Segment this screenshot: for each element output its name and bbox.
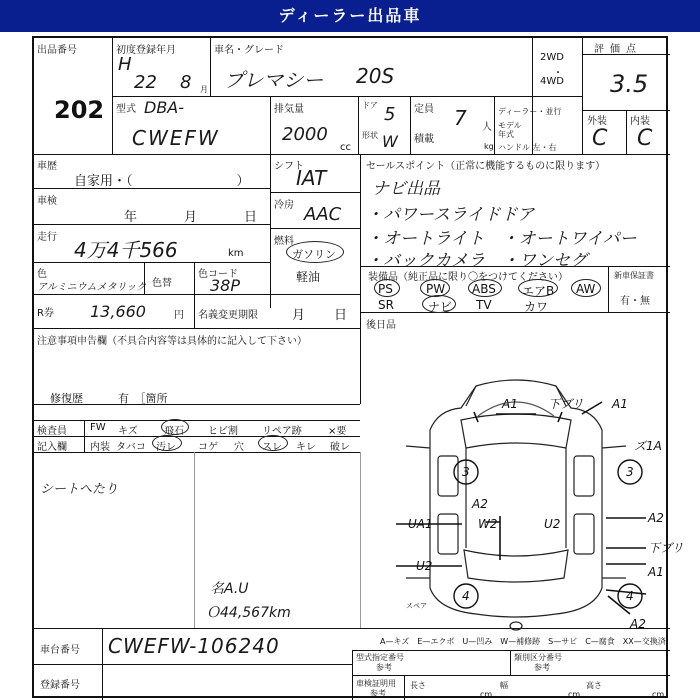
inspect-tear: キレ [296, 442, 316, 453]
cert-length-cm: cm [480, 690, 493, 699]
color-code: 38P [210, 276, 241, 295]
history-label: 車歴 [37, 161, 57, 172]
sales-line3: ・オートライト ・オートワイパー [366, 229, 637, 249]
equip-aw: AW [576, 282, 596, 296]
warranty-label: 新車保証書 [614, 271, 654, 280]
load-label: 積載 [414, 134, 434, 145]
recycle-value: 13,660 [90, 302, 146, 321]
color-change-label: 色替 [152, 278, 172, 289]
inspect-needed: ×要 [328, 426, 347, 437]
diag-spare: スペア [406, 602, 427, 610]
cert-reg-ref: 参考 [370, 689, 386, 698]
diag-u2-left: U2 [416, 559, 433, 573]
doors-label: ドア [362, 101, 378, 110]
inspect-scratch: キズ [118, 426, 138, 437]
diag-c4-left: 4 [462, 589, 470, 603]
inspect-chip-circle [161, 419, 189, 435]
drive-2wd: 2WD [540, 52, 564, 63]
equip-pw: PW [426, 282, 446, 296]
equip-ps: PS [378, 282, 393, 296]
equip-label: 装備品（純正品に限り〇をつけてください） [368, 272, 568, 283]
fuel-gas-circle [286, 241, 344, 263]
cap-value: 7 [454, 106, 467, 130]
inspect-interior: 内装 [90, 442, 110, 453]
dealer-line2a: モデル [498, 121, 522, 130]
diag-c3-right: 3 [626, 465, 634, 479]
sales-line1: ナビ出品 [372, 179, 440, 199]
trans-value: IAT [296, 166, 327, 190]
sales-line4: ・バックカメラ ・ワンセグ [366, 251, 587, 271]
memo-line3: Ｏ44,567km [206, 605, 291, 621]
reg-year: 22 [134, 72, 157, 93]
diag-bumper-right: 下ブリ [648, 541, 684, 555]
equip-airbag-circle [518, 279, 558, 297]
equip-abs-circle [468, 279, 502, 297]
diag-c4-right: 4 [626, 589, 634, 603]
inspect-tobacco: タバコ [116, 442, 146, 453]
chassis-label: 車台番号 [40, 645, 80, 656]
diag-a1-lower: A1 [648, 565, 664, 579]
inspect-crack: ヒビ割 [208, 426, 238, 437]
cert-height: 高さ [586, 681, 602, 690]
memo-line2: 名A.U [210, 581, 249, 597]
reg-month-unit: 月 [200, 85, 208, 94]
reg-era: H [118, 54, 132, 75]
inspect-fw: FW [90, 422, 106, 433]
inspect-chip: 飛石 [164, 426, 184, 437]
cert-width-cm: cm [568, 690, 581, 699]
inspect-burn: コゲ [198, 442, 218, 453]
shape-value: W [382, 132, 398, 151]
notes-label: 注意事項申告欄（不具合内容等は具体的に記入して下さい） [37, 336, 307, 347]
drive-dot: ・ [553, 68, 563, 79]
sales-line2: ・パワースライドドア [366, 205, 535, 225]
equip-leather: カワ [524, 300, 549, 314]
cert-type-label: 型式指定番号 [356, 653, 404, 662]
model-label: 型式 [116, 104, 136, 115]
shape-label: 形状 [362, 131, 378, 140]
lot-label: 出品番号 [37, 45, 77, 56]
load-unit: kg [484, 142, 494, 151]
drive-4wd: 4WD [540, 76, 564, 87]
header-title: ディーラー出品車 [0, 0, 700, 32]
color-value: アルミニウムメタリック [37, 282, 147, 293]
equip-sr: SR [378, 298, 394, 312]
repair-value: 有 ［箇所 [118, 392, 168, 405]
score-int: C [637, 126, 653, 151]
ac-label: 冷房 [274, 200, 294, 211]
fuel-diesel: 軽油 [296, 270, 321, 284]
history-value: 自家用・（ ） [74, 174, 250, 189]
memo-line1: シートへたり [40, 482, 119, 497]
inspect-wear: スレ [262, 442, 282, 453]
inspect-dirt: 汚レ [156, 442, 176, 453]
shaken-day: 日 [244, 210, 258, 225]
car-damage-diagram [366, 338, 684, 631]
inspect-wear-circle [258, 435, 288, 451]
inspect-hole: 穴 [234, 442, 244, 453]
diag-a2-bottom: A2 [630, 617, 646, 631]
shaken-label: 車検 [37, 196, 57, 207]
diag-w2: W2 [478, 517, 498, 531]
disp-unit: cc [340, 142, 351, 153]
disp-value: 2000 [282, 124, 328, 145]
doors-value: 5 [384, 104, 396, 125]
chassis-value: CWEFW-106240 [108, 634, 280, 658]
reg-label: 初度登録年月 [116, 45, 176, 56]
score-ext: C [592, 126, 608, 151]
score-label: 評価点 [594, 44, 642, 55]
model-prefix: DBA- [144, 98, 185, 117]
expiry-month: 月 [292, 308, 306, 323]
model-code: CWEFW [132, 126, 220, 150]
equip-tv: TV [476, 298, 492, 312]
mileage-unit: km [228, 248, 244, 259]
score-value: 3.5 [610, 70, 649, 98]
legend: A—キズ E—エクボ U—凹み W—補修跡 S—サビ C—腐食 XX—交換済 [380, 637, 666, 646]
trans-label: シフト [274, 161, 304, 172]
diag-bumper-top: 下ブリ [548, 397, 584, 411]
cert-reg-label: 車検証明用 [356, 679, 396, 688]
car-label: 車名・グレード [214, 45, 284, 56]
fuel-label: 燃料 [274, 236, 294, 247]
recycle-unit: 円 [174, 310, 184, 321]
expiry-day: 日 [334, 308, 348, 323]
diag-ua1: UA1 [408, 517, 433, 531]
rear-label: 後日品 [366, 320, 396, 331]
diag-a1-right: A1 [612, 397, 628, 411]
dealer-line2b: 年式 [498, 130, 514, 139]
equip-abs: ABS [472, 282, 496, 296]
diag-c3-left: 3 [462, 465, 470, 479]
warranty-value: 有・無 [620, 296, 650, 307]
recycle-label: R券 [37, 308, 54, 319]
inspect-label2: 記入欄 [37, 442, 67, 453]
dealer-line1: ディーラー・並行 [498, 107, 562, 116]
cap-unit: 人 [482, 122, 492, 133]
cert-height-cm: cm [652, 690, 665, 699]
inspect-label1: 検査員 [37, 426, 67, 437]
inspect-repair-mark: リペア跡 [262, 426, 302, 437]
equip-navi-circle [422, 295, 456, 313]
disp-label: 排気量 [274, 104, 304, 115]
cert-width: 幅 [500, 681, 508, 690]
diag-a1-top: A1 [502, 397, 518, 411]
diag-zu: ズ1A [634, 439, 662, 453]
lot-number: 202 [54, 96, 105, 124]
fuel-gas: ガソリン [292, 248, 336, 261]
score-int-label: 内装 [630, 116, 650, 127]
sales-label: セールスポイント（正常に機能するものに限ります） [366, 161, 606, 172]
equip-navi: ナビ [428, 300, 453, 314]
dealer-line3: ハンドル 左・右 [498, 143, 557, 152]
equip-aw-circle [571, 279, 601, 297]
color-code-label: 色コード [198, 269, 238, 280]
diag-a2-inner: A2 [472, 497, 488, 511]
car-grade: 20S [356, 64, 395, 88]
mileage-value: 4万4千566 [74, 238, 178, 262]
inspect-rip: 破レ [330, 442, 350, 453]
expiry-label: 名義変更期限 [198, 310, 258, 321]
mileage-label: 走行 [37, 232, 57, 243]
ac-value: AAC [304, 204, 342, 225]
equip-airbag: エアB [522, 284, 555, 298]
plate-label: 登録番号 [40, 680, 80, 691]
equip-ps-circle [374, 279, 400, 297]
shaken-month: 月 [184, 210, 198, 225]
cap-label: 定員 [414, 104, 434, 115]
cert-type-ref: 参考 [376, 663, 392, 672]
diag-a2-right: A2 [648, 511, 664, 525]
reg-month: 8 [180, 72, 192, 93]
diag-u2-center: U2 [544, 517, 561, 531]
inspect-dirt-circle [152, 435, 182, 451]
cert-class-label: 類別区分番号 [514, 653, 562, 662]
car-name: プレマシー [224, 68, 324, 92]
color-label: 色 [37, 269, 47, 280]
cert-length: 長さ [410, 681, 426, 690]
auction-sheet [32, 36, 684, 699]
cert-class-ref: 参考 [534, 663, 550, 672]
repair-label: 修復歴 [50, 392, 83, 405]
score-ext-label: 外装 [587, 116, 607, 127]
shaken-year: 年 [124, 210, 138, 225]
